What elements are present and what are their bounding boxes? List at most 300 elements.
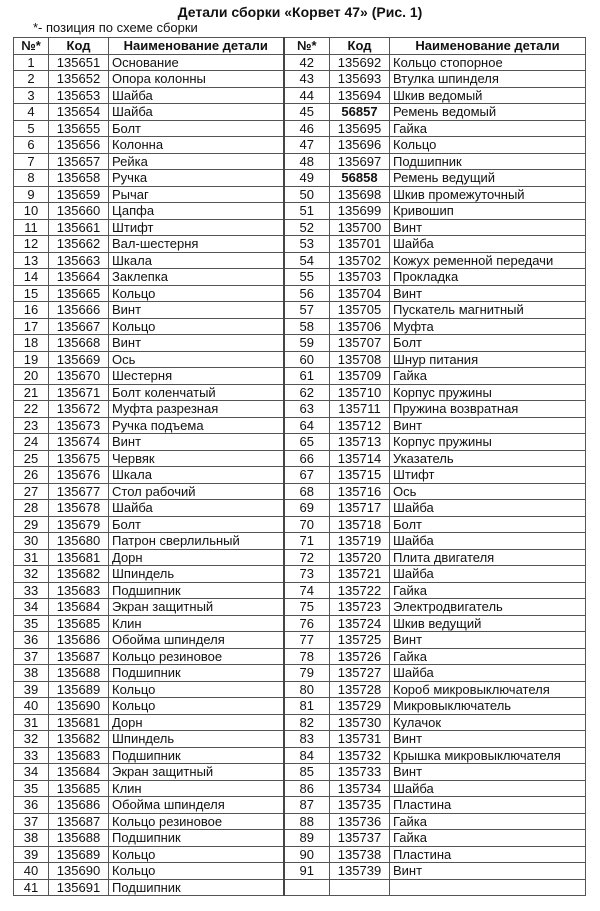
part-code-cell: 135674	[49, 434, 109, 451]
part-number-cell: 77	[284, 632, 330, 649]
header-name: Наименование детали	[109, 38, 284, 55]
part-code-cell: 135655	[49, 120, 109, 137]
part-number-cell: 53	[284, 236, 330, 253]
part-code-cell: 135670	[49, 368, 109, 385]
part-name-cell: Штифт	[390, 467, 586, 484]
part-name-cell: Гайка	[390, 830, 586, 847]
part-number-cell: 68	[284, 483, 330, 500]
part-number-cell: 71	[284, 533, 330, 550]
part-code-cell: 135669	[49, 351, 109, 368]
part-code-cell: 135738	[330, 846, 390, 863]
part-number-cell: 33	[14, 747, 49, 764]
part-name-cell: Шайба	[390, 566, 586, 583]
part-name-cell: Шестерня	[109, 368, 284, 385]
part-name-cell: Шайба	[390, 533, 586, 550]
table-row	[14, 87, 586, 104]
part-code-cell: 135654	[49, 104, 109, 121]
table-row	[14, 731, 586, 748]
table-row	[14, 153, 586, 170]
part-number-cell: 15	[14, 285, 49, 302]
part-name-cell: Шайба	[109, 87, 284, 104]
part-number-cell: 87	[284, 797, 330, 814]
part-code-cell: 135691	[49, 879, 109, 896]
part-name-cell: Патрон сверлильный	[109, 533, 284, 550]
part-code-cell: 135668	[49, 335, 109, 352]
part-code-cell: 135701	[330, 236, 390, 253]
table-row	[14, 384, 586, 401]
table-row	[14, 813, 586, 830]
part-code-cell: 135686	[49, 632, 109, 649]
part-number-cell: 43	[284, 71, 330, 88]
part-name-cell: Кулачок	[390, 714, 586, 731]
part-code-cell: 135737	[330, 830, 390, 847]
part-code-cell: 135685	[49, 780, 109, 797]
part-name-cell: Шайба	[390, 500, 586, 517]
part-number-cell	[284, 879, 330, 896]
part-name-cell: Пружина возвратная	[390, 401, 586, 418]
part-name-cell: Болт коленчатый	[109, 384, 284, 401]
part-name-cell: Шайба	[109, 104, 284, 121]
part-number-cell: 22	[14, 401, 49, 418]
part-name-cell: Рычаг	[109, 186, 284, 203]
part-code-cell: 135730	[330, 714, 390, 731]
part-name-cell: Подшипник	[109, 747, 284, 764]
part-number-cell: 45	[284, 104, 330, 121]
part-code-cell: 135676	[49, 467, 109, 484]
header-num: №*	[284, 38, 330, 55]
part-number-cell: 83	[284, 731, 330, 748]
part-name-cell: Винт	[390, 285, 586, 302]
part-code-cell: 135683	[49, 747, 109, 764]
part-name-cell: Кривошип	[390, 203, 586, 220]
part-number-cell: 75	[284, 599, 330, 616]
part-number-cell: 63	[284, 401, 330, 418]
part-code-cell: 135666	[49, 302, 109, 319]
part-code-cell: 135710	[330, 384, 390, 401]
part-code-cell: 135728	[330, 681, 390, 698]
part-name-cell: Экран защитный	[109, 764, 284, 781]
part-name-cell: Кольцо	[109, 863, 284, 880]
part-name-cell: Винт	[390, 417, 586, 434]
part-code-cell: 135687	[49, 648, 109, 665]
part-code-cell: 135720	[330, 549, 390, 566]
part-code-cell: 135688	[49, 665, 109, 682]
part-name-cell: Подшипник	[109, 879, 284, 896]
part-name-cell: Муфта	[390, 318, 586, 335]
part-name-cell: Кольцо	[109, 285, 284, 302]
part-code-cell: 135719	[330, 533, 390, 550]
part-name-cell: Гайка	[390, 120, 586, 137]
part-name-cell: Ручка подъема	[109, 417, 284, 434]
part-number-cell: 11	[14, 219, 49, 236]
part-number-cell: 7	[14, 153, 49, 170]
part-code-cell: 135678	[49, 500, 109, 517]
part-code-cell: 135659	[49, 186, 109, 203]
part-code-cell: 135688	[49, 830, 109, 847]
part-name-cell: Винт	[109, 434, 284, 451]
part-name-cell: Винт	[109, 302, 284, 319]
part-name-cell: Кольцо	[390, 137, 586, 154]
part-name-cell: Экран защитный	[109, 599, 284, 616]
table-row	[14, 599, 586, 616]
part-name-cell: Пускатель магнитный	[390, 302, 586, 319]
part-code-cell: 135694	[330, 87, 390, 104]
part-code-cell: 135667	[49, 318, 109, 335]
part-number-cell: 10	[14, 203, 49, 220]
part-number-cell: 44	[284, 87, 330, 104]
part-name-cell: Муфта разрезная	[109, 401, 284, 418]
table-row	[14, 252, 586, 269]
part-code-cell: 135657	[49, 153, 109, 170]
part-code-cell: 135723	[330, 599, 390, 616]
table-row	[14, 467, 586, 484]
part-code-cell: 135690	[49, 698, 109, 715]
part-number-cell: 24	[14, 434, 49, 451]
part-number-cell: 67	[284, 467, 330, 484]
part-code-cell: 135722	[330, 582, 390, 599]
part-number-cell: 82	[284, 714, 330, 731]
part-number-cell: 46	[284, 120, 330, 137]
part-name-cell: Ремень ведущий	[390, 170, 586, 187]
part-name-cell: Короб микровыключателя	[390, 681, 586, 698]
part-number-cell: 17	[14, 318, 49, 335]
part-number-cell: 19	[14, 351, 49, 368]
part-number-cell: 40	[14, 698, 49, 715]
part-code-cell: 135698	[330, 186, 390, 203]
part-code-cell: 135696	[330, 137, 390, 154]
table-row	[14, 681, 586, 698]
part-name-cell: Электродвигатель	[390, 599, 586, 616]
table-header-row	[14, 38, 586, 55]
footnote-position: *- позиция по схеме сборки	[33, 20, 198, 35]
part-code-cell: 135732	[330, 747, 390, 764]
part-name-cell: Шкив промежуточный	[390, 186, 586, 203]
part-number-cell: 91	[284, 863, 330, 880]
part-code-cell: 135731	[330, 731, 390, 748]
part-code-cell: 135703	[330, 269, 390, 286]
part-name-cell: Шкала	[109, 467, 284, 484]
header-code: Код	[49, 38, 109, 55]
part-code-cell: 135681	[49, 549, 109, 566]
part-number-cell: 81	[284, 698, 330, 715]
part-number-cell: 39	[14, 846, 49, 863]
table-row	[14, 714, 586, 731]
part-number-cell: 4	[14, 104, 49, 121]
table-row	[14, 582, 586, 599]
part-name-cell: Червяк	[109, 450, 284, 467]
part-number-cell: 40	[14, 863, 49, 880]
part-code-cell: 56858	[330, 170, 390, 187]
table-row	[14, 269, 586, 286]
part-name-cell: Обойма шпинделя	[109, 632, 284, 649]
table-row	[14, 170, 586, 187]
part-number-cell: 61	[284, 368, 330, 385]
table-row	[14, 764, 586, 781]
part-name-cell: Пластина	[390, 846, 586, 863]
part-number-cell: 41	[14, 879, 49, 896]
table-row	[14, 417, 586, 434]
part-name-cell: Плита двигателя	[390, 549, 586, 566]
part-code-cell: 135706	[330, 318, 390, 335]
part-number-cell: 14	[14, 269, 49, 286]
part-name-cell: Рейка	[109, 153, 284, 170]
part-name-cell: Болт	[109, 120, 284, 137]
part-number-cell: 47	[284, 137, 330, 154]
table-row	[14, 368, 586, 385]
part-code-cell: 135713	[330, 434, 390, 451]
part-name-cell: Кольцо резиновое	[109, 813, 284, 830]
table-row	[14, 236, 586, 253]
part-name-cell: Обойма шпинделя	[109, 797, 284, 814]
part-code-cell: 135680	[49, 533, 109, 550]
part-number-cell: 86	[284, 780, 330, 797]
header-name: Наименование детали	[390, 38, 586, 55]
table-row	[14, 632, 586, 649]
part-code-cell: 135714	[330, 450, 390, 467]
part-number-cell: 73	[284, 566, 330, 583]
part-code-cell: 135689	[49, 846, 109, 863]
table-row	[14, 219, 586, 236]
part-code-cell: 56857	[330, 104, 390, 121]
part-name-cell: Кольцо	[109, 318, 284, 335]
table-row	[14, 71, 586, 88]
part-name-cell: Винт	[109, 335, 284, 352]
part-code-cell: 135699	[330, 203, 390, 220]
part-number-cell: 84	[284, 747, 330, 764]
part-code-cell: 135658	[49, 170, 109, 187]
part-name-cell: Кольцо стопорное	[390, 54, 586, 71]
part-number-cell: 42	[284, 54, 330, 71]
part-code-cell: 135695	[330, 120, 390, 137]
part-code-cell: 135653	[49, 87, 109, 104]
part-code-cell: 135707	[330, 335, 390, 352]
part-name-cell: Корпус пружины	[390, 384, 586, 401]
part-number-cell: 21	[14, 384, 49, 401]
header-code: Код	[330, 38, 390, 55]
part-code-cell: 135690	[49, 863, 109, 880]
part-number-cell: 69	[284, 500, 330, 517]
table-row	[14, 533, 586, 550]
part-number-cell: 31	[14, 714, 49, 731]
part-number-cell: 88	[284, 813, 330, 830]
part-number-cell: 72	[284, 549, 330, 566]
part-name-cell: Болт	[390, 516, 586, 533]
part-code-cell: 135673	[49, 417, 109, 434]
part-number-cell: 36	[14, 797, 49, 814]
part-code-cell: 135708	[330, 351, 390, 368]
part-number-cell: 50	[284, 186, 330, 203]
part-name-cell: Втулка шпинделя	[390, 71, 586, 88]
part-name-cell: Корпус пружины	[390, 434, 586, 451]
part-code-cell: 135709	[330, 368, 390, 385]
part-name-cell: Подшипник	[109, 665, 284, 682]
part-name-cell: Кольцо	[109, 698, 284, 715]
part-number-cell: 34	[14, 599, 49, 616]
table-row	[14, 203, 586, 220]
part-number-cell: 26	[14, 467, 49, 484]
part-code-cell: 135721	[330, 566, 390, 583]
part-name-cell: Гайка	[390, 648, 586, 665]
part-code-cell: 135717	[330, 500, 390, 517]
table-row	[14, 335, 586, 352]
part-code-cell: 135651	[49, 54, 109, 71]
part-number-cell: 38	[14, 830, 49, 847]
part-number-cell: 56	[284, 285, 330, 302]
part-name-cell	[390, 879, 586, 896]
part-code-cell: 135665	[49, 285, 109, 302]
part-number-cell: 37	[14, 648, 49, 665]
part-name-cell: Клин	[109, 615, 284, 632]
table-row	[14, 549, 586, 566]
part-name-cell: Дорн	[109, 549, 284, 566]
part-number-cell: 57	[284, 302, 330, 319]
part-name-cell: Болт	[390, 335, 586, 352]
part-code-cell: 135684	[49, 764, 109, 781]
part-number-cell: 60	[284, 351, 330, 368]
part-number-cell: 85	[284, 764, 330, 781]
part-name-cell: Гайка	[390, 368, 586, 385]
part-number-cell: 20	[14, 368, 49, 385]
part-code-cell: 135677	[49, 483, 109, 500]
table-row	[14, 186, 586, 203]
part-name-cell: Стол рабочий	[109, 483, 284, 500]
part-name-cell: Ось	[390, 483, 586, 500]
part-name-cell: Винт	[390, 632, 586, 649]
table-row	[14, 863, 586, 880]
part-number-cell: 16	[14, 302, 49, 319]
part-name-cell: Штифт	[109, 219, 284, 236]
part-number-cell: 48	[284, 153, 330, 170]
table-row	[14, 830, 586, 847]
part-name-cell: Подшипник	[390, 153, 586, 170]
part-code-cell: 135675	[49, 450, 109, 467]
part-name-cell: Шпиндель	[109, 566, 284, 583]
part-code-cell: 135727	[330, 665, 390, 682]
table-row	[14, 137, 586, 154]
part-number-cell: 52	[284, 219, 330, 236]
parts-table-body	[14, 54, 586, 896]
table-row	[14, 434, 586, 451]
part-code-cell: 135662	[49, 236, 109, 253]
part-number-cell: 8	[14, 170, 49, 187]
part-number-cell: 34	[14, 764, 49, 781]
table-row	[14, 846, 586, 863]
part-number-cell: 66	[284, 450, 330, 467]
part-code-cell: 135681	[49, 714, 109, 731]
part-number-cell: 2	[14, 71, 49, 88]
part-number-cell: 55	[284, 269, 330, 286]
table-row	[14, 302, 586, 319]
part-code-cell: 135671	[49, 384, 109, 401]
part-code-cell: 135734	[330, 780, 390, 797]
part-number-cell: 64	[284, 417, 330, 434]
part-name-cell: Кольцо резиновое	[109, 648, 284, 665]
table-row	[14, 401, 586, 418]
part-number-cell: 30	[14, 533, 49, 550]
part-number-cell: 12	[14, 236, 49, 253]
part-name-cell: Опора колонны	[109, 71, 284, 88]
table-row	[14, 615, 586, 632]
part-code-cell: 135724	[330, 615, 390, 632]
part-code-cell: 135718	[330, 516, 390, 533]
part-code-cell: 135733	[330, 764, 390, 781]
part-code-cell: 135702	[330, 252, 390, 269]
page-title: Детали сборки «Корвет 47» (Рис. 1)	[177, 4, 423, 20]
part-code-cell: 135726	[330, 648, 390, 665]
part-number-cell: 78	[284, 648, 330, 665]
part-name-cell: Болт	[109, 516, 284, 533]
part-number-cell: 35	[14, 780, 49, 797]
table-row	[14, 483, 586, 500]
part-name-cell: Кожух ременной передачи	[390, 252, 586, 269]
header-num: №*	[14, 38, 49, 55]
part-number-cell: 80	[284, 681, 330, 698]
part-number-cell: 79	[284, 665, 330, 682]
part-name-cell: Ручка	[109, 170, 284, 187]
part-name-cell: Цапфа	[109, 203, 284, 220]
part-name-cell: Шайба	[109, 500, 284, 517]
part-number-cell: 74	[284, 582, 330, 599]
parts-table	[13, 37, 586, 896]
part-number-cell: 39	[14, 681, 49, 698]
part-number-cell: 65	[284, 434, 330, 451]
part-number-cell: 29	[14, 516, 49, 533]
part-name-cell: Шайба	[390, 665, 586, 682]
part-code-cell: 135725	[330, 632, 390, 649]
table-row	[14, 648, 586, 665]
part-code-cell: 135692	[330, 54, 390, 71]
part-name-cell: Кольцо	[109, 846, 284, 863]
part-name-cell: Винт	[390, 731, 586, 748]
part-number-cell: 76	[284, 615, 330, 632]
part-number-cell: 18	[14, 335, 49, 352]
part-number-cell: 32	[14, 566, 49, 583]
part-code-cell: 135700	[330, 219, 390, 236]
table-row	[14, 120, 586, 137]
part-name-cell: Крышка микровыключателя	[390, 747, 586, 764]
part-code-cell: 135716	[330, 483, 390, 500]
part-code-cell: 135689	[49, 681, 109, 698]
part-code-cell: 135656	[49, 137, 109, 154]
table-row	[14, 879, 586, 896]
part-number-cell: 3	[14, 87, 49, 104]
table-row	[14, 500, 586, 517]
part-code-cell	[330, 879, 390, 896]
part-name-cell: Подшипник	[109, 830, 284, 847]
part-number-cell: 62	[284, 384, 330, 401]
part-code-cell: 135683	[49, 582, 109, 599]
part-name-cell: Подшипник	[109, 582, 284, 599]
part-name-cell: Основание	[109, 54, 284, 71]
part-name-cell: Шнур питания	[390, 351, 586, 368]
part-number-cell: 36	[14, 632, 49, 649]
table-row	[14, 285, 586, 302]
part-code-cell: 135660	[49, 203, 109, 220]
table-row	[14, 780, 586, 797]
part-number-cell: 90	[284, 846, 330, 863]
table-row	[14, 516, 586, 533]
part-number-cell: 59	[284, 335, 330, 352]
part-number-cell: 1	[14, 54, 49, 71]
part-number-cell: 23	[14, 417, 49, 434]
part-code-cell: 135715	[330, 467, 390, 484]
part-number-cell: 25	[14, 450, 49, 467]
part-name-cell: Шкив ведомый	[390, 87, 586, 104]
part-code-cell: 135735	[330, 797, 390, 814]
part-number-cell: 70	[284, 516, 330, 533]
part-code-cell: 135712	[330, 417, 390, 434]
part-name-cell: Прокладка	[390, 269, 586, 286]
